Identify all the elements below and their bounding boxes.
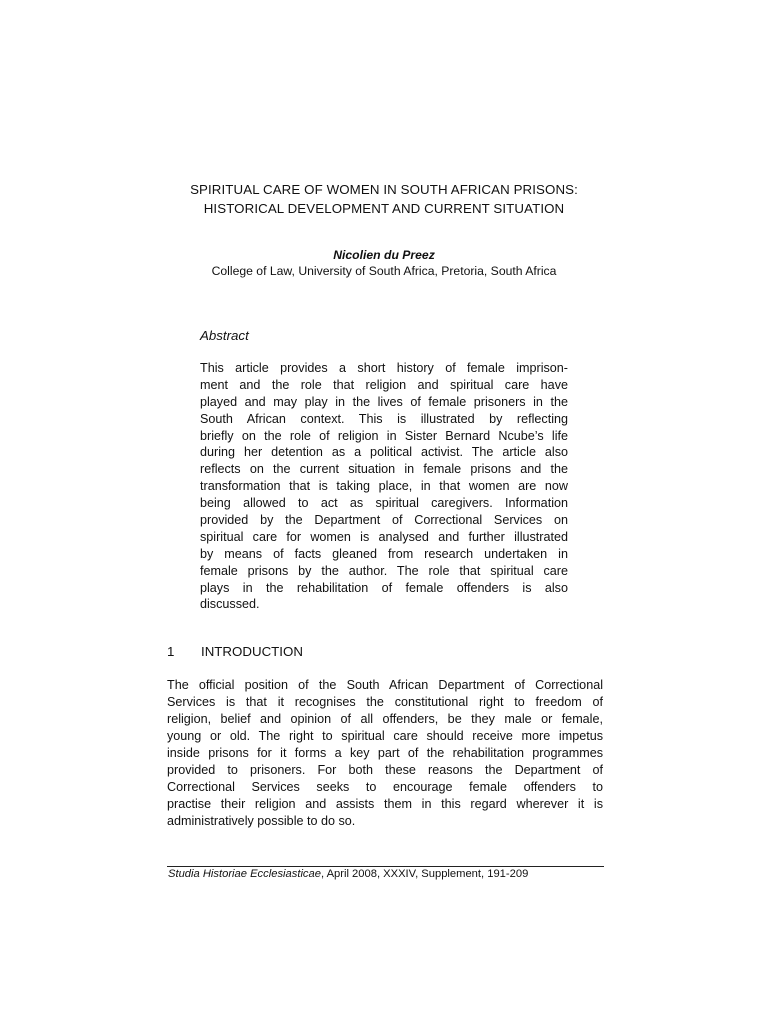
abstract-line: provided by the Department of Correctional Services on [200, 513, 568, 528]
abstract-line: plays in the rehabilitation of female offenders is also [200, 580, 568, 595]
abstract-line: briefly on the role of religion in Sister Bernard Ncube’s life [200, 428, 568, 443]
title-line: HISTORICAL DEVELOPMENT AND CURRENT SITUATION [203, 201, 565, 216]
abstract-line: spiritual care for women is analysed and further illustrated [200, 529, 568, 544]
journal-details: , April 2008, XXXIV, Supplement, 191-209 [320, 868, 529, 880]
paragraph-line: The official position of the South African Department of Correctional [167, 678, 603, 692]
paragraph-line: Services is that it recognises the constitutional right to freedom of [167, 695, 603, 709]
abstract-line: by means of facts gleaned from research undertaken in [200, 546, 568, 561]
paragraph-line: young or old. The right to spiritual care should receive more impetus [167, 729, 603, 743]
paragraph-line: provided to prisoners. For both these reasons the Department of [167, 763, 603, 777]
abstract-line: reflects on the current situation in female prisons and the [200, 462, 568, 477]
paragraph-line: practise their religion and assists them in this regard wherever it is [167, 797, 603, 811]
abstract-line: transformation that is taking place, in that women are now [200, 479, 568, 494]
abstract-line: discussed. [200, 597, 260, 612]
abstract-line: South African context. This is illustrated by reflecting [200, 411, 568, 426]
title-line: SPIRITUAL CARE OF WOMEN IN SOUTH AFRICAN PRISONS: [190, 182, 578, 197]
abstract-line: This article provides a short history of female imprison- [200, 361, 568, 375]
author-affiliation: College of Law, University of South Africa, Pretoria, South Africa [211, 264, 557, 278]
author-name: Nicolien du Preez [333, 248, 435, 262]
abstract-line: ment and the role that religion and spiritual care have [200, 377, 568, 392]
abstract-line: female prisons by the author. The role that spiritual care [200, 563, 568, 578]
abstract-heading: Abstract [200, 328, 249, 343]
abstract-text [200, 360, 568, 613]
abstract-line: played and may play in the lives of female prisoners in the [200, 394, 568, 409]
journal-citation [168, 867, 528, 882]
section-number: 1 [167, 644, 175, 659]
paragraph-line: Correctional Services seeks to encourage female offenders to [167, 780, 603, 794]
journal-name: Studia Historiae Ecclesiasticae [168, 868, 321, 880]
abstract-line: during her detention as a political activist. The article also [200, 445, 568, 460]
introduction-paragraph [167, 677, 603, 830]
paragraph-line: inside prisons for it forms a key part of the rehabilitation programmes [167, 746, 603, 760]
paragraph-line: administratively possible to do so. [167, 814, 356, 828]
abstract-line: being allowed to act as spiritual caregivers. Information [200, 496, 568, 511]
article-title [120, 180, 648, 218]
paragraph-line: religion, belief and opinion of all offenders, be they male or female, [167, 712, 603, 726]
section-heading: INTRODUCTION [201, 644, 303, 659]
